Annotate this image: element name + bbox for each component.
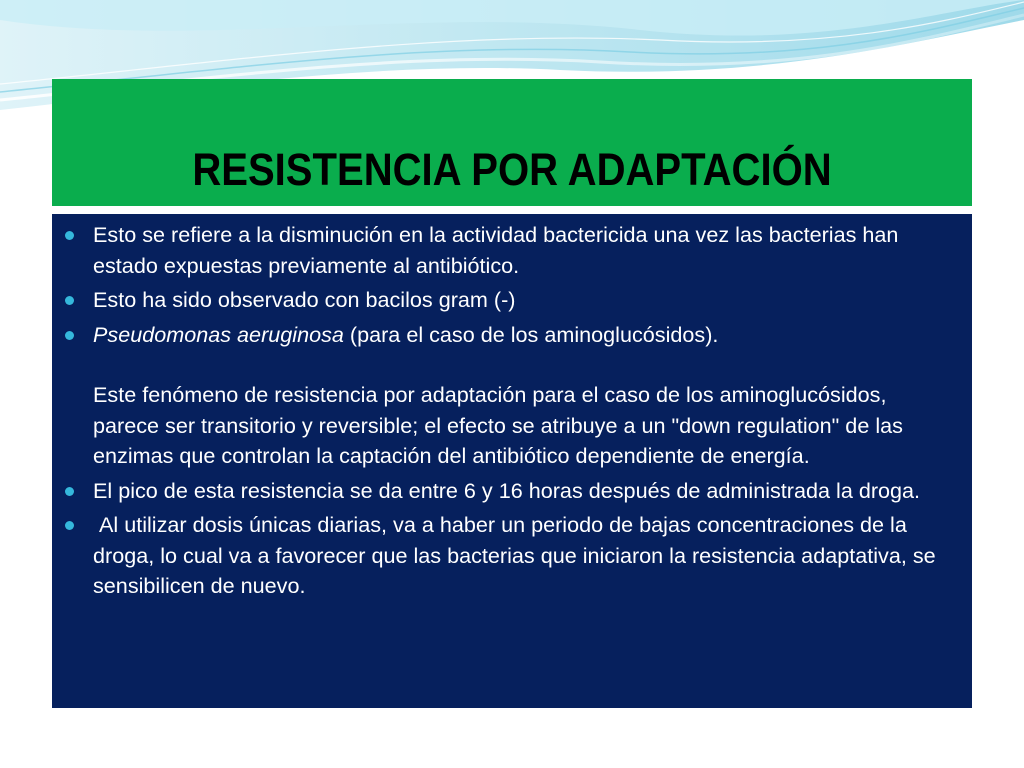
bullet-dot-icon xyxy=(65,231,74,240)
bullet-text: Al utilizar dosis únicas diarias, va a haber un periodo de bajas concentraciones de la droga, lo cual va a favorecer que las bacterias que iniciaron la resistencia adaptativa, se sensibilicen de nuevo. xyxy=(93,512,942,598)
bullet-list xyxy=(52,220,972,606)
bullet-dot-icon xyxy=(65,331,74,340)
bullet-item-2 xyxy=(52,285,972,316)
title-area xyxy=(52,0,972,206)
bullet-text-with-italic xyxy=(93,320,954,351)
bullet-text: El pico de esta resistencia se da entre 6 y 16 horas después de administrada la droga. xyxy=(93,477,921,503)
bullet-text: Esto se refiere a la disminución en la actividad bactericida una vez las bacterias han estado expuestas previamente al antibiótico. xyxy=(93,222,899,278)
species-name: Pseudomonas aeruginosa xyxy=(93,321,344,347)
bullet-text: Esto ha sido observado con bacilos gram (-) xyxy=(93,287,516,312)
slide-title: RESISTENCIA POR ADAPTACIÓN xyxy=(192,144,832,195)
bullet-paragraph: Este fenómeno de resistencia por adaptación para el caso de los aminoglucósidos, parece ser transitorio y reversible; el efecto se atribuye a un "down regulation" de las enzimas que controlan la captación del antibiótico dependiente de energía. xyxy=(93,382,903,468)
bullet-text: (para el caso de los aminoglucósidos). xyxy=(343,321,719,347)
bullet-dot-icon xyxy=(65,296,74,305)
bullet-item-4 xyxy=(52,476,972,507)
bullet-dot-icon xyxy=(65,521,74,530)
bullet-dot-icon xyxy=(65,487,74,496)
bullet-item-5 xyxy=(52,510,972,602)
bullet-item-3 xyxy=(52,320,972,472)
content-panel xyxy=(52,214,972,708)
bullet-item-1 xyxy=(52,220,972,281)
